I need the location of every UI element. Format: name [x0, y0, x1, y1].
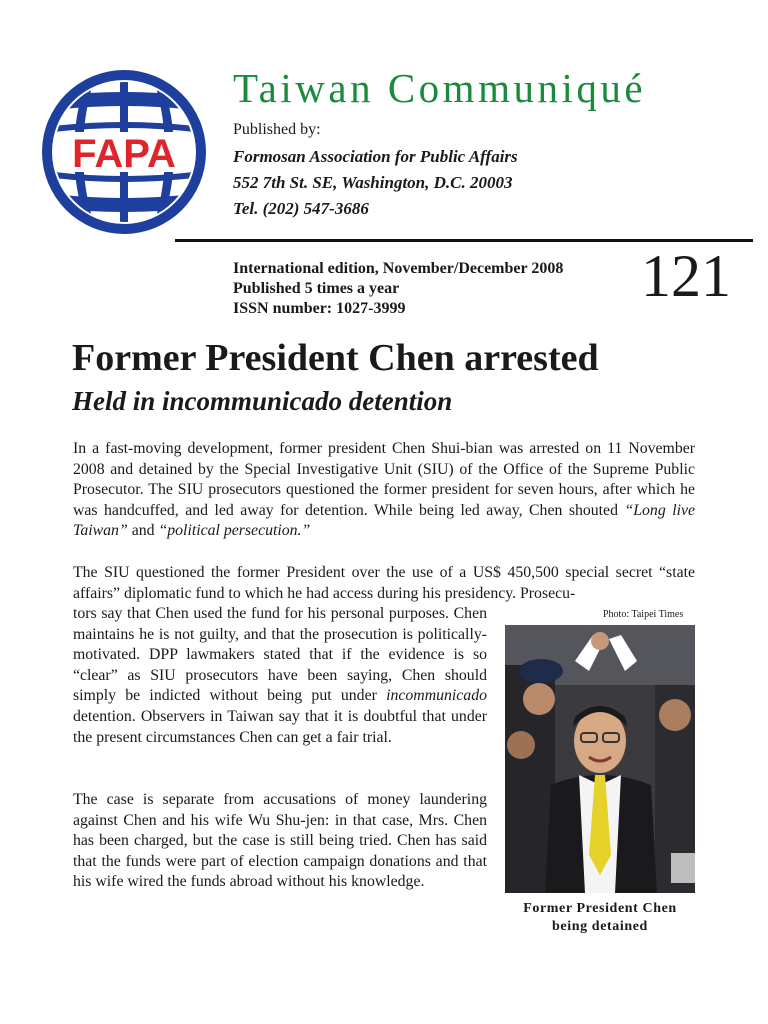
quote-long-live-taiwan: “Long live Taiwan” [73, 501, 695, 540]
publisher-address: 552 7th St. SE, Washington, D.C. 20003 [233, 173, 513, 192]
news-photo [505, 625, 695, 893]
paragraph-2-text-b: detention. Observers in Taiwan say that it is doubtful that under the present circumstances Chen can get a fair trial. [73, 707, 487, 746]
paragraph-2-text-a: tors say that Chen used the fund for his personal purposes. Chen maintains he is not guilty, and that the prosecution is politically-motivated. DPP lawmakers stated that if the evidence is so “clear” as SIU prosecutors have been saying, Chen should simply be indicted without being put under [73, 605, 487, 705]
photo-credit: Photo: Taipei Times [603, 609, 684, 620]
paragraph-3: The case is separate from accusations of money laundering against Chen and his wife Wu Shu-jen: in that case, Mrs. Chen has been charged, but the case is still being tried. Chen has said that the funds were part of election campaign donations and that his wife wired the funds abroad without his knowledge. [73, 791, 487, 891]
quote-connector: and [127, 522, 159, 540]
paragraph-2-top: The SIU questioned the former President over the use of a US$ 450,500 special secret “state affairs” diplomatic fund to which he had access during his presidency. Prosecu- [73, 564, 695, 602]
quote-political-persecution: “political persecution.” [158, 522, 311, 540]
logo-text: FAPA [72, 132, 176, 176]
edition-line: International edition, November/December 2008 [233, 260, 564, 277]
paragraph-2-body [73, 604, 487, 748]
published-by-label: Published by: [233, 121, 321, 138]
paragraph-1 [73, 439, 695, 542]
article-headline: Former President Chen arrested [72, 337, 599, 379]
frequency-line: Published 5 times a year [233, 280, 400, 297]
fapa-logo [36, 66, 212, 238]
issn-line: ISSN number: 1027-3999 [233, 300, 406, 317]
paragraph-2-italic: incommunicado [386, 687, 487, 705]
issue-number: 121 [641, 243, 731, 309]
publisher-name: Formosan Association for Public Affairs [233, 147, 518, 166]
article-subheadline: Held in incommunicado detention [72, 386, 453, 416]
paragraph-1-text: In a fast-moving development, former president Chen Shui-bian was arrested on 11 November 2008 and detained by the Special Investigative Unit (SIU) of the Office of the Supreme Public Prosecutor. The SIU prosecutors questioned the former president for seven hours, after which he was handcuffed, and led away for detention. While being led away, Chen shouted [73, 440, 695, 519]
publisher-phone: Tel. (202) 547-3686 [233, 199, 369, 218]
photo-caption: Former President Chen being detained [523, 901, 677, 934]
publication-title: Taiwan Communiqué [233, 65, 647, 111]
